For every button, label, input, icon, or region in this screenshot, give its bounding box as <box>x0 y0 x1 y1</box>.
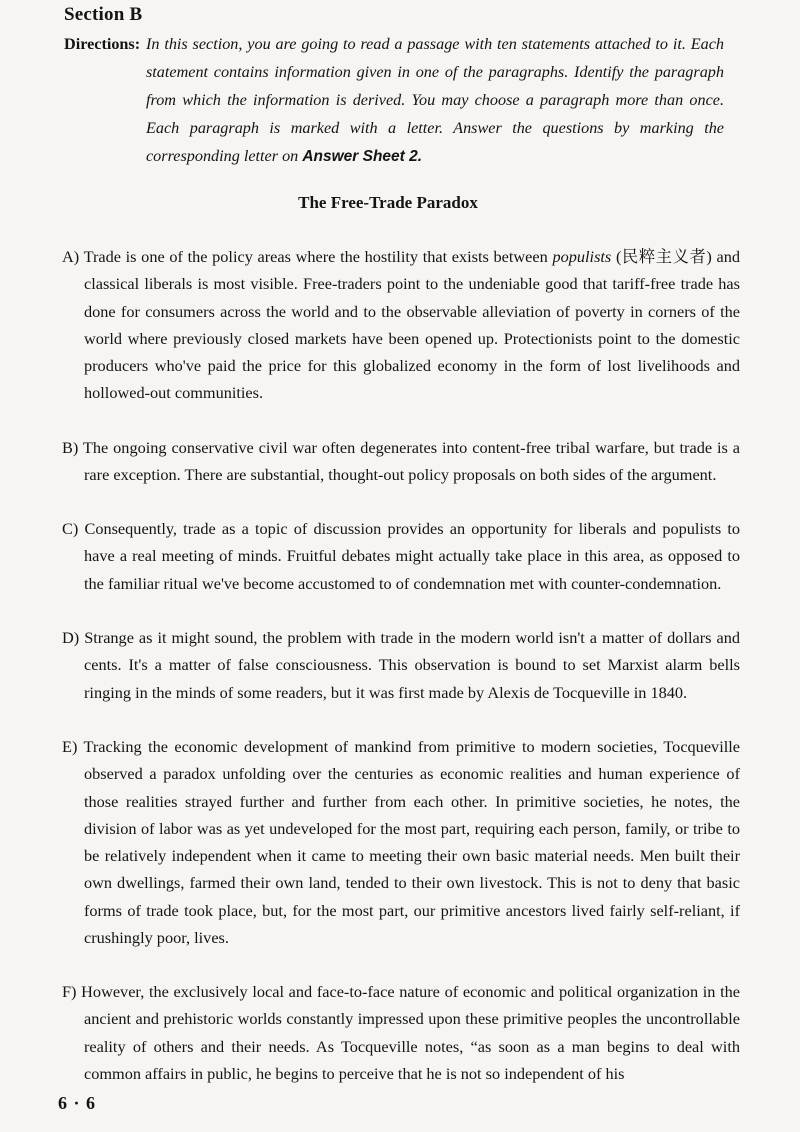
paragraph-text: Consequently, trade as a topic of discussion provides an opportunity for liberals and populists to have a real meeting of minds. Fruitful debates might actually take place in this area, as opposed to the familiar ritual we've become accustomed to of condemnation met with counter-condemnation. <box>84 519 740 593</box>
directions-text: In this section, you are going to read a passage with ten statements attached to it. Each statement contains information given in one of the paragraphs. Identify the paragraph from which the information is derived. You may choose a paragraph more than once. Each paragraph is marked with a letter. Answer the questions by marking the corresponding letter on <box>146 35 724 165</box>
paragraph-letter: F) <box>62 982 77 1001</box>
paragraph-e <box>62 733 740 951</box>
directions-block <box>64 30 724 171</box>
paragraph-text: Strange as it might sound, the problem with trade in the modern world isn't a matter of dollars and cents. It's a matter of false consciousness. This observation is bound to set Marxist alarm bells ringing in the minds of some readers, but it was first made by Alexis de Tocqueville in 1840. <box>84 628 740 702</box>
paragraph-letter: B) <box>62 438 79 457</box>
section-title: Section B <box>64 4 143 25</box>
paragraph-f <box>62 978 740 1087</box>
page-number: 6 · 6 <box>58 1093 97 1113</box>
paragraph-a <box>62 243 740 407</box>
paragraph-letter: C) <box>62 519 79 538</box>
directions-text-wrapper <box>146 30 724 171</box>
article-title: The Free-Trade Paradox <box>298 193 478 212</box>
paragraph-text: Tracking the economic development of mankind from primitive to modern societies, Tocqueville observed a paradox unfolding over the centuries as economic realities and human experience of those realities strayed further and further from each other. In primitive societies, he notes, the division of labor was as yet undeveloped for the most part, requiring each person, family, or tribe to be relatively independent when it came to meeting their own basic material needs. Men built their own dwellings, farmed their own land, tended to their own livestock. This is not to deny that basic forms of trade took place, but, for the most part, our primitive ancestors lived fairly self-reliant, if crushingly poor, lives. <box>83 737 740 948</box>
paragraph-letter: E) <box>62 737 78 756</box>
paragraph-text: The ongoing conservative civil war often degenerates into content-free tribal warfare, but trade is a rare exception. There are substantial, thought-out policy proposals on both sides of the argument. <box>82 438 740 485</box>
paragraph-text: Trade is one of the policy areas where the hostility that exists between populists (民粹主义者) and classical liberals is most visible. Free-traders point to the undeniable good that tariff-free trade has done for consumers across the world and to the observable alleviation of poverty in corners of the world where previously closed markets have been opened up. Protectionists point to the domestic producers who've paid the price for this globalized economy in the form of lost livelihoods and hollowed-out communities. <box>83 247 740 403</box>
paragraph-text: However, the exclusively local and face-to-face nature of economic and political organization in the ancient and prehistoric worlds constantly impressed upon these primitive peoples the uncontrollable reality of others and their needs. As Tocqueville notes, “as soon as a man begins to deal with common affairs in public, he begins to perceive that he is not so independent of his <box>81 982 740 1083</box>
paragraph-b <box>62 434 740 489</box>
directions-label: Directions: <box>64 35 141 53</box>
paragraph-letter: A) <box>62 247 80 266</box>
paragraph-d <box>62 624 740 706</box>
paragraph-c <box>62 515 740 597</box>
paragraph-letter: D) <box>62 628 80 647</box>
answer-sheet-label: Answer Sheet 2. <box>302 148 423 165</box>
